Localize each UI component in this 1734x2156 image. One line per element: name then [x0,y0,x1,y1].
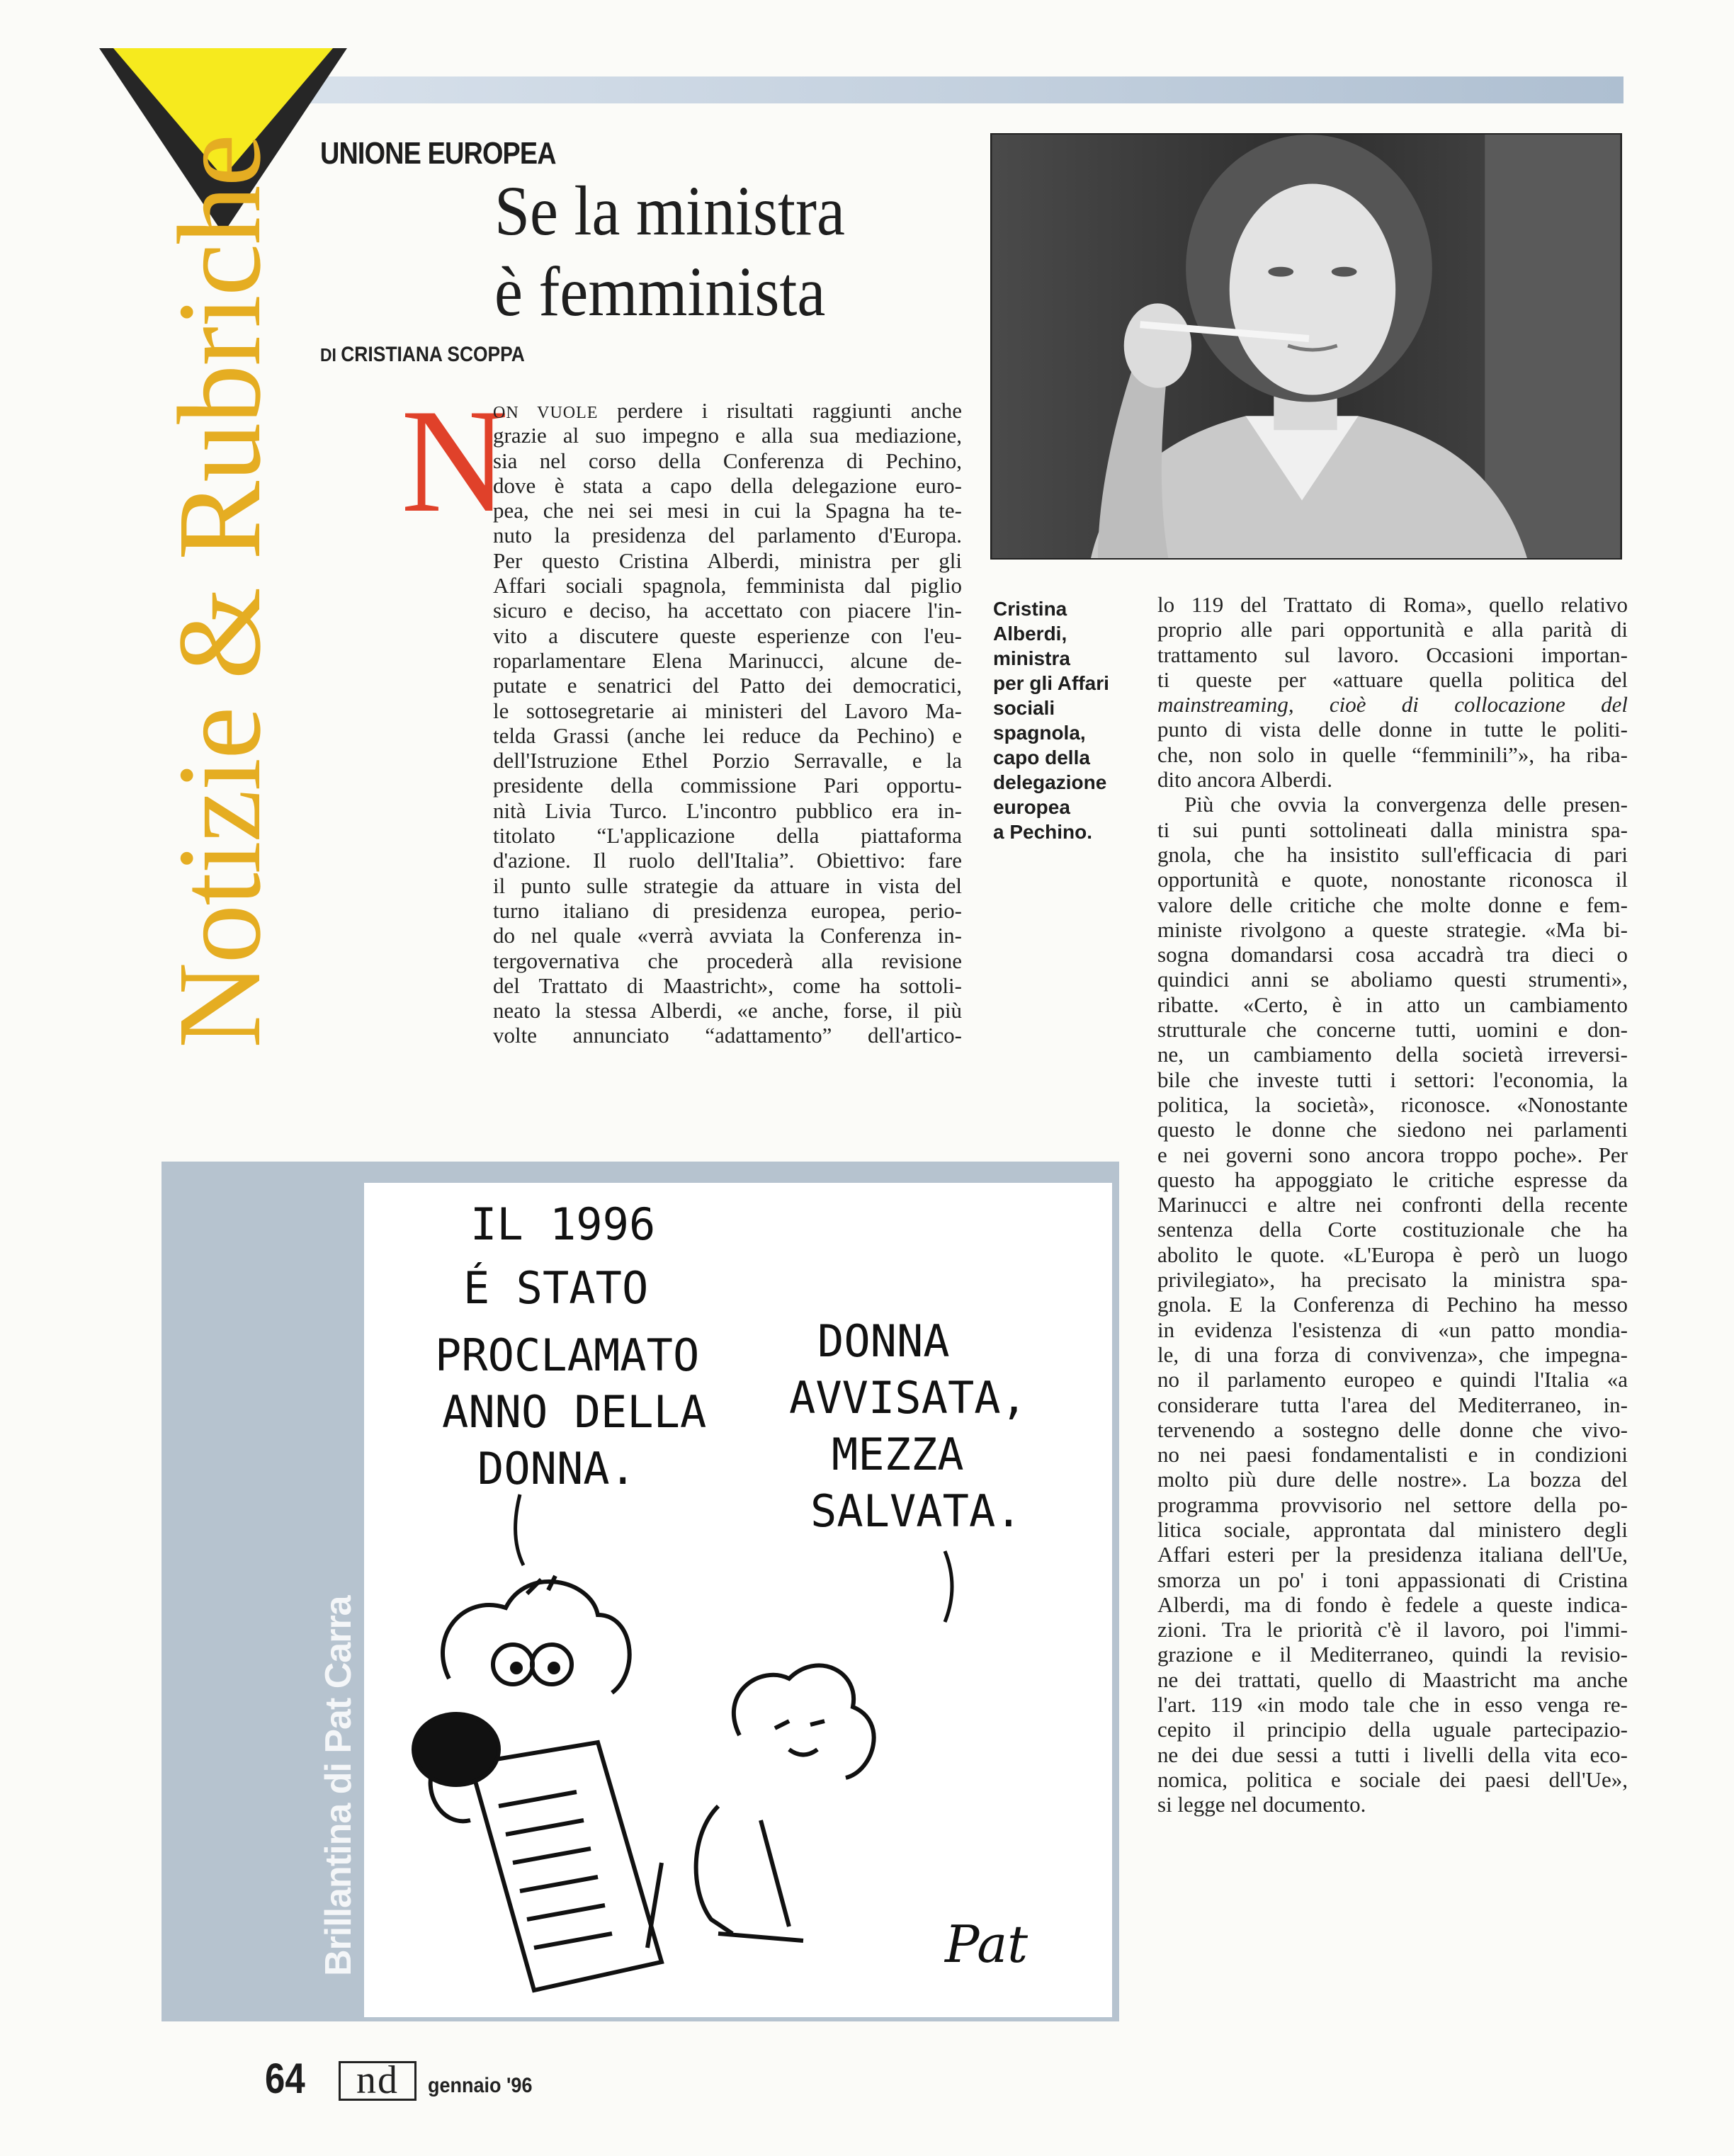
body-line: telda Grassi (anche lei reduce da Pechino) e [493,722,962,748]
body-line [493,398,962,423]
body-line: le sottosegretarie ai ministeri del Lavoro Ma- [493,698,962,723]
caption-line: sociali [993,697,1055,719]
body-line: ministe rivolgono a queste strategie. «Ma bi- [1157,917,1628,942]
body-line: molto più dure delle nostre». La bozza del [1157,1467,1628,1492]
body-line: dove è stata a capo della delegazione euro- [493,472,962,498]
bubble-line: MEZZA [832,1429,964,1480]
body-line: ti sui punti sottolineati dalla ministra spa- [1157,817,1628,842]
body-line: ne dei trattati, quello di Maastricht ma anche [1157,1667,1628,1692]
caption-line: spagnola, [993,722,1086,744]
body-line: turno italiano di presidenza europea, perio- [493,897,962,923]
body-line: volte annunciato “adattamento” dell'artico- [493,1023,962,1048]
byline-author: CRISTIANA SCOPPA [341,343,525,366]
bubble-line: AVVISATA, [789,1372,1027,1424]
body-line: grazione e il Mediterraneo, quindi la revisio- [1157,1642,1628,1667]
caption-line: a Pechino. [993,821,1093,843]
body-line: l'art. 119 «in modo tale che in esso venga re- [1157,1692,1628,1718]
body-line: sogna domandarsi cosa accadrà tra dieci o [1157,942,1628,968]
body-line: putate e senatrici del Patto dei democratici, [493,673,962,698]
page-number: 64 [265,2055,305,2102]
body-line: in evidenza l'esistenza di «un patto mondia- [1157,1317,1628,1342]
body-line: grazie al suo impegno e alla sua mediazione, [493,423,962,448]
body-line: no nei paesi fondamentalisti e in condizioni [1157,1442,1628,1468]
headline-line-1: Se la ministra [494,171,845,250]
body-line: strutturale che concerne tutti, uomini e don- [1157,1017,1628,1043]
article-column-2 [1157,592,1628,1817]
body-line: bile che investe tutti i settori: l'economia, la [1157,1067,1628,1092]
portrait-photo [990,133,1622,560]
caption-line: capo della [993,747,1090,768]
body-line: dell'Istruzione Ethel Porzio Serravalle, e la [493,748,962,773]
body-line: neato la stessa Alberdi, «e anche, forse, il più [493,998,962,1023]
body-line: smorza un po' i toni appassionati di Cristina [1157,1567,1628,1592]
body-line: ribatte. «Certo, è in atto un cambiamento [1157,992,1628,1017]
caption-line: per gli Affari [993,672,1109,694]
body-line: tervenendo a sostegno delle donne che vivo- [1157,1417,1628,1442]
body-line: do nel quale «verrà avviata la Conferenza in- [493,923,962,948]
body-line: il punto sulle strategie da attuare in vista del [493,873,962,898]
body-line: sicuro e deciso, ha accettato con piacere l'in- [493,598,962,623]
bubble-line: É STATO [463,1262,649,1314]
right-speech-text [789,1315,1027,1537]
article-column-1 [493,398,962,1048]
body-line: mainstreaming, cioè di collocazione del [1157,692,1628,717]
body-line: sentenza della Corte costituzionale che ha [1157,1217,1628,1242]
bubble-line: IL 1996 [470,1198,656,1250]
magazine-logo: nd [339,2061,416,2101]
header-band [234,76,1624,103]
body-line: privilegiato», ha precisato la ministra spa- [1157,1267,1628,1293]
body-line: questo ha appoggiato le critiche espresse da [1157,1167,1628,1192]
portrait-illustration [992,135,1621,558]
cartoon-character-right [647,1665,874,1948]
body-line: abolito le quote. «L'Europa è però un luogo [1157,1242,1628,1267]
body-line: ti queste per «attuare quella politica del [1157,666,1628,692]
body-line: del Trattato di Maastricht», come ha sottoli- [493,972,962,998]
cartoon-panel-label: Brillantina di Pat Carra [318,1596,359,1976]
body-line: sia nel corso della Conferenza di Pechino, [493,448,962,473]
body-line: questo le donne che siedono nei parlamenti [1157,1117,1628,1142]
body-line: che, non solo in quelle “femminili”», ha riba- [1157,742,1628,767]
body-line: Per questo Cristina Alberdi, ministra per gli [493,547,962,573]
bubble-line: DONNA [817,1315,950,1367]
caption-line: europea [993,796,1070,818]
body-line: lo 119 del Trattato di Roma», quello relativo [1157,592,1628,617]
body-line: politica, la società», riconosce. «Nonostante [1157,1091,1628,1117]
bubble-line: DONNA. [477,1443,636,1494]
body-line: e nei governi sono ancora troppo poche». Per [1157,1142,1628,1167]
caption-line: Alberdi, [993,623,1067,645]
caption-line: Cristina [993,598,1067,620]
body-line: nità Livia Turco. L'incontro pubblico era in- [493,798,962,823]
body-line: Più che ovvia la convergenza delle presen- [1184,792,1628,817]
body-line: proprio alle pari opportunità e alla parità di [1157,617,1628,642]
body-line: Marinucci e altre nei confronti della recente [1157,1192,1628,1218]
body-line: quindici anni se aboliamo questi strumenti», [1157,967,1628,992]
body-line: ne dei due sessi a tutti i livelli della vita eco- [1157,1742,1628,1767]
body-line: cepito il principio della uguale partecipazio- [1157,1717,1628,1742]
body-line: zioni. Tra le priorità c'è il lavoro, poi l'immi- [1157,1617,1628,1642]
body-line: no il parlamento europeo e quindi l'Italia «a [1157,1367,1628,1392]
photo-caption [993,596,1135,844]
body-line: trattamento sul lavoro. Occasioni importan- [1157,642,1628,667]
caption-line: delegazione [993,771,1107,793]
body-line: roparlamentare Elena Marinucci, alcune de- [493,647,962,673]
lead-smallcaps: ON VUOLE [493,404,599,422]
body-line: Affari esteri per la presidenza italiana dell'Ue, [1157,1542,1628,1567]
bubble-line: PROCLAMATO [435,1329,700,1381]
body-line: dito ancora Alberdi. [1157,767,1333,793]
body-line: titolato “L'applicazione della piattaforma [493,823,962,849]
issue-date: gennaio '96 [428,2074,533,2097]
body-line: considerare tutta l'area del Mediterraneo, in- [1157,1392,1628,1417]
body-line: vito a discutere queste esperienze con l'eu- [493,623,962,648]
body-line: opportunità e quote, nonostante riconosca il [1157,867,1628,892]
headline-line-2: è femminista [494,252,826,331]
body-line: nomica, politica e sociale dei paesi dell'Ue», [1157,1766,1628,1792]
byline [320,343,525,367]
body-line: si legge nel documento. [1157,1792,1366,1817]
lead-text: perdere i risultati raggiunti anche [617,398,962,423]
body-line: programma provvisorio nel settore della po- [1157,1492,1628,1517]
body-line: presidente della commissione Pari opportu- [493,773,962,798]
body-line: litica sociale, approntata dal ministero degli [1157,1516,1628,1542]
caption-line: ministra [993,647,1070,669]
body-line: ne, un cambiamento della società irreversi- [1157,1042,1628,1067]
drop-cap: N [401,379,509,543]
body-line: Alberdi, ma di fondo è fedele a queste indica- [1157,1592,1628,1617]
body-line: d'azione. Il ruolo dell'Italia”. Obiettivo: fare [493,848,962,873]
body-line: tergovernativa che procederà alla revisione [493,948,962,973]
cartoon-signature: Pat [945,1914,1028,1974]
body-line: gnola, che ha insistito sull'efficacia di pari [1157,841,1628,867]
body-line: pea, che nei sei mesi in cui la Spagna ha te- [493,498,962,523]
cartoon-drawing [364,1183,1112,2017]
cartoon-character-left [414,1576,662,1990]
body-line: valore delle critiche che molte donne e fem- [1157,892,1628,917]
body-line: le, di una forza di convivenza», che impegna- [1157,1341,1628,1367]
article-category: UNIONE EUROPEA [320,136,556,171]
body-line: Affari sociali spagnola, femminista dal piglio [493,573,962,598]
section-label: Notizie & Rubriche [154,135,285,1048]
body-line: punto di vista delle donne in tutte le politi- [1157,717,1628,742]
body-line: gnola. E la Conferenza di Pechino ha messo [1157,1292,1628,1317]
left-speech-text [435,1198,706,1494]
body-line: nuto la presidenza del parlamento d'Europa. [493,523,962,548]
bubble-line: SALVATA. [810,1485,1022,1537]
bubble-line: ANNO DELLA [442,1386,707,1438]
byline-prefix: DI [320,344,336,365]
